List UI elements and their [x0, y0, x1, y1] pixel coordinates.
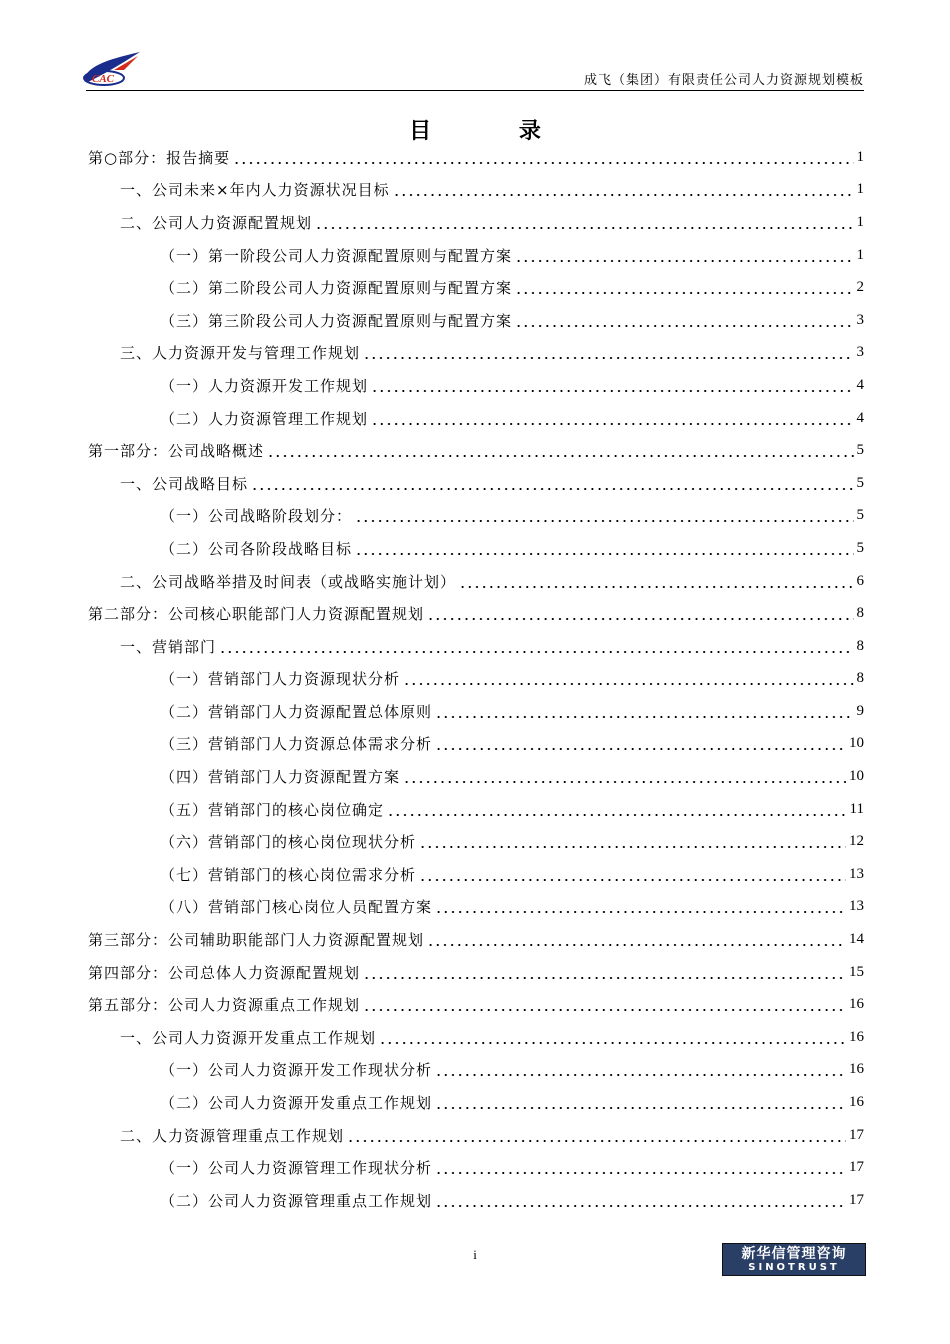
toc-entry-label: 一、公司人力资源开发重点工作规划: [120, 1028, 377, 1047]
toc-entry-label: 二、人力资源管理重点工作规划: [120, 1126, 345, 1145]
toc-entry-page: 15: [849, 963, 864, 980]
toc-entry[interactable]: [88, 500, 864, 533]
dot-leader: [403, 671, 853, 686]
toc-entry-page: 8: [856, 637, 864, 654]
toc-entry-label: 第四部分：公司总体人力资源配置规划: [88, 963, 361, 982]
toc-entry[interactable]: [88, 923, 864, 956]
toc-entry[interactable]: [88, 630, 864, 663]
toc-entry-label: 二、公司人力资源配置规划: [120, 213, 313, 232]
toc-entry-label: 一、公司战略目标: [120, 474, 249, 493]
toc-entry-page: 14: [849, 931, 864, 948]
dot-leader: [459, 574, 853, 589]
toc-entry-page: 16: [849, 1028, 864, 1045]
dot-leader: [435, 736, 846, 751]
dot-leader: [419, 834, 846, 849]
dot-leader: [363, 345, 853, 360]
dot-leader: [355, 508, 853, 523]
dot-leader: [427, 932, 846, 947]
dot-leader: [251, 476, 853, 491]
dot-leader: [267, 443, 853, 458]
brand-en: SINOTRUST: [748, 1261, 840, 1273]
toc-entry[interactable]: [88, 695, 864, 728]
toc-entry-page: 3: [856, 344, 864, 361]
toc-entry-label: 一、公司未来×年内人力资源状况目标: [120, 181, 390, 200]
company-logo: [80, 48, 146, 90]
toc-entry-page: 8: [856, 605, 864, 622]
toc-entry-label: （二）人力资源管理工作规划: [160, 409, 369, 428]
toc-entry[interactable]: [88, 337, 864, 370]
toc-list: [88, 141, 864, 1217]
toc-entry[interactable]: [88, 1184, 864, 1217]
toc-entry[interactable]: [88, 1086, 864, 1119]
toc-entry-label: （二）公司人力资源开发重点工作规划: [160, 1094, 433, 1113]
toc-entry-label: 三、人力资源开发与管理工作规划: [120, 344, 361, 363]
toc-entry[interactable]: [88, 369, 864, 402]
toc-entry-page: 16: [849, 996, 864, 1013]
toc-entry[interactable]: [88, 858, 864, 891]
dot-leader: [435, 704, 853, 719]
dot-leader: [347, 1128, 846, 1143]
dot-leader: [315, 215, 853, 230]
dot-leader: [515, 248, 853, 263]
toc-entry[interactable]: [88, 597, 864, 630]
toc-entry-page: 5: [856, 507, 864, 524]
toc-entry-page: 4: [856, 376, 864, 393]
dot-leader: [355, 541, 853, 556]
dot-leader: [435, 1095, 846, 1110]
svg-text:CAC: CAC: [92, 73, 115, 85]
toc-entry-label: （一）人力资源开发工作规划: [160, 376, 369, 395]
toc-entry[interactable]: [88, 141, 864, 174]
dot-leader: [387, 802, 847, 817]
page-number: i: [473, 1247, 477, 1262]
toc-entry-label: 第五部分：公司人力资源重点工作规划: [88, 996, 361, 1015]
toc-entry-page: 17: [849, 1126, 864, 1143]
toc-entry-label: （一）第一阶段公司人力资源配置原则与配置方案: [160, 246, 513, 265]
toc-entry[interactable]: [88, 467, 864, 500]
sinotrust-logo: [722, 1243, 866, 1276]
dot-leader: [435, 899, 846, 914]
dot-leader: [233, 150, 853, 165]
dot-leader: [363, 965, 846, 980]
toc-entry-label: （四）营销部门人力资源配置方案: [160, 768, 401, 787]
toc-entry[interactable]: [88, 1021, 864, 1054]
dot-leader: [427, 606, 853, 621]
toc-entry-label: （二）公司人力资源管理重点工作规划: [160, 1191, 433, 1210]
toc-entry[interactable]: [88, 663, 864, 696]
toc-entry-label: 一、营销部门: [120, 637, 217, 656]
dot-leader: [435, 1062, 846, 1077]
dot-leader: [419, 867, 846, 882]
toc-entry-label: （一）公司战略阶段划分：: [160, 507, 353, 526]
toc-entry-page: 2: [856, 279, 864, 296]
toc-entry-page: 13: [849, 865, 864, 882]
toc-entry[interactable]: [88, 402, 864, 435]
toc-entry-label: （三）第三阶段公司人力资源配置原则与配置方案: [160, 311, 513, 330]
toc-entry[interactable]: [88, 565, 864, 598]
toc-entry-page: 17: [849, 1191, 864, 1208]
toc-entry[interactable]: [88, 728, 864, 761]
toc-entry-page: 11: [849, 800, 864, 817]
toc-entry[interactable]: [88, 1054, 864, 1087]
toc-entry-page: 5: [856, 442, 864, 459]
toc-entry[interactable]: [88, 956, 864, 989]
dot-leader: [435, 1160, 846, 1175]
toc-entry-label: （一）公司人力资源开发工作现状分析: [160, 1061, 433, 1080]
dot-leader: [515, 280, 853, 295]
toc-entry-page: 8: [856, 670, 864, 687]
dot-leader: [435, 1193, 846, 1208]
toc-entry[interactable]: [88, 239, 864, 272]
toc-entry-label: （二）营销部门人力资源配置总体原则: [160, 702, 433, 721]
toc-entry-label: 第一部分：公司战略概述: [88, 442, 265, 461]
toc-entry-label: （一）公司人力资源管理工作现状分析: [160, 1159, 433, 1178]
toc-entry-label: 第三部分：公司辅助职能部门人力资源配置规划: [88, 931, 425, 950]
toc-entry[interactable]: [88, 532, 864, 565]
toc-entry-page: 9: [856, 702, 864, 719]
toc-entry-label: （二）第二阶段公司人力资源配置原则与配置方案: [160, 279, 513, 298]
toc-entry-page: 10: [849, 768, 864, 785]
toc-entry[interactable]: [88, 1151, 864, 1184]
toc-entry-page: 17: [849, 1159, 864, 1176]
dot-leader: [371, 378, 853, 393]
toc-entry[interactable]: [88, 271, 864, 304]
toc-entry[interactable]: [88, 304, 864, 337]
dot-leader: [371, 411, 853, 426]
toc-entry-label: （一）营销部门人力资源现状分析: [160, 670, 401, 689]
toc-entry-page: 13: [849, 898, 864, 915]
toc-entry-page: 5: [856, 474, 864, 491]
toc-entry-label: 第○部分：报告摘要: [88, 148, 231, 167]
toc-entry[interactable]: [88, 760, 864, 793]
dot-leader: [393, 182, 854, 197]
toc-entry[interactable]: [88, 825, 864, 858]
dot-leader: [219, 639, 853, 654]
toc-entry-label: （七）营销部门的核心岗位需求分析: [160, 865, 417, 884]
toc-entry[interactable]: [88, 988, 864, 1021]
toc-entry[interactable]: [88, 891, 864, 924]
toc-entry-page: 5: [856, 539, 864, 556]
toc-entry-page: 16: [849, 1094, 864, 1111]
dot-leader: [403, 769, 846, 784]
toc-entry-label: （八）营销部门核心岗位人员配置方案: [160, 898, 433, 917]
toc-entry[interactable]: [88, 1119, 864, 1152]
dot-leader: [515, 313, 853, 328]
toc-entry[interactable]: [88, 174, 864, 207]
brand-cn: 新华信管理咨询: [741, 1245, 847, 1262]
toc-entry-label: 二、公司战略举措及时间表（或战略实施计划）: [120, 572, 457, 591]
toc-entry-page: 1: [856, 213, 864, 230]
dot-leader: [363, 997, 846, 1012]
toc-entry-page: 1: [856, 181, 864, 198]
toc-entry-label: 第二部分：公司核心职能部门人力资源配置规划: [88, 605, 425, 624]
toc-entry[interactable]: [88, 434, 864, 467]
toc-entry-page: 10: [849, 735, 864, 752]
toc-title: 目 录: [409, 119, 581, 144]
toc-entry-label: （六）营销部门的核心岗位现状分析: [160, 833, 417, 852]
toc-entry-page: 3: [856, 311, 864, 328]
toc-entry-page: 16: [849, 1061, 864, 1078]
toc-entry[interactable]: [88, 793, 864, 826]
dot-leader: [379, 1030, 846, 1045]
header-title: 成飞（集团）有限责任公司人力资源规划模板: [583, 73, 864, 88]
header-rule: [86, 90, 864, 91]
toc-entry-page: 12: [849, 833, 864, 850]
toc-entry-page: 1: [856, 148, 864, 165]
toc-entry-label: （二）公司各阶段战略目标: [160, 539, 353, 558]
toc-entry-label: （三）营销部门人力资源总体需求分析: [160, 735, 433, 754]
toc-entry-page: 6: [856, 572, 864, 589]
toc-entry[interactable]: [88, 206, 864, 239]
toc-entry-page: 1: [856, 246, 864, 263]
toc-entry-page: 4: [856, 409, 864, 426]
toc-entry-label: （五）营销部门的核心岗位确定: [160, 800, 385, 819]
